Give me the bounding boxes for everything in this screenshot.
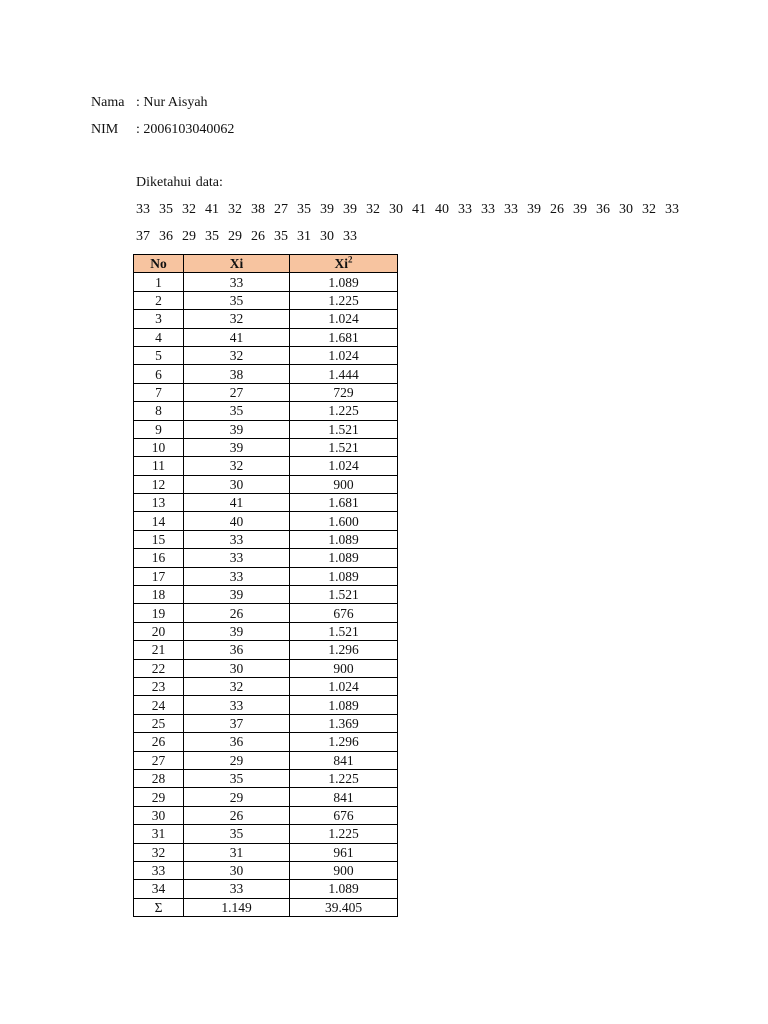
- cell-xi-squared: 1.024: [290, 346, 398, 364]
- cell-xi: 32: [184, 677, 290, 695]
- cell-xi-squared: 1.225: [290, 825, 398, 843]
- cell-xi-squared: 900: [290, 659, 398, 677]
- cell-no: 11: [134, 457, 184, 475]
- name-row: [91, 93, 234, 120]
- cell-no: 30: [134, 806, 184, 824]
- cell-xi-squared: 1.089: [290, 273, 398, 291]
- cell-xi: 35: [184, 291, 290, 309]
- cell-xi: 41: [184, 328, 290, 346]
- table-row: [134, 273, 398, 291]
- cell-no: 12: [134, 475, 184, 493]
- cell-xi: 29: [184, 751, 290, 769]
- data-line-2: 37 36 29 35 29 26 35 31 30 33: [136, 229, 357, 244]
- cell-xi-squared: 1.089: [290, 696, 398, 714]
- cell-xi: 27: [184, 383, 290, 401]
- data-line-1: 33 35 32 41 32 38 27 35 39 39 32 30 41 40 33 33 33 39 26 39 36 30 32 33: [136, 202, 679, 217]
- cell-no: 2: [134, 291, 184, 309]
- cell-xi-squared: 1.089: [290, 530, 398, 548]
- table-row: [134, 346, 398, 364]
- cell-xi: 29: [184, 788, 290, 806]
- cell-no: 25: [134, 714, 184, 732]
- table-row: [134, 310, 398, 328]
- cell-xi-squared: 1.521: [290, 420, 398, 438]
- table-row: [134, 861, 398, 879]
- cell-no: 27: [134, 751, 184, 769]
- header-no: No: [134, 255, 184, 273]
- table-row: [134, 383, 398, 401]
- table-row: [134, 622, 398, 640]
- cell-xi: 33: [184, 530, 290, 548]
- table-row: [134, 586, 398, 604]
- cell-xi: 37: [184, 714, 290, 732]
- nim-label: NIM: [91, 122, 119, 137]
- table-row: [134, 659, 398, 677]
- cell-no: 1: [134, 273, 184, 291]
- cell-xi: 35: [184, 402, 290, 420]
- cell-xi-squared: 900: [290, 475, 398, 493]
- data-intro: [136, 173, 696, 254]
- cell-xi-squared: 1.681: [290, 328, 398, 346]
- cell-xi-squared: 1.369: [290, 714, 398, 732]
- cell-xi-squared: 1.225: [290, 291, 398, 309]
- cell-no: 22: [134, 659, 184, 677]
- name-label: Nama: [91, 95, 125, 110]
- table-header-row: [134, 255, 398, 273]
- table-row: [134, 696, 398, 714]
- cell-xi: 41: [184, 494, 290, 512]
- cell-no: 5: [134, 346, 184, 364]
- cell-xi: 35: [184, 825, 290, 843]
- cell-xi-squared: 1.521: [290, 586, 398, 604]
- cell-no: 4: [134, 328, 184, 346]
- cell-no: 10: [134, 438, 184, 456]
- table-row: [134, 291, 398, 309]
- cell-no: 33: [134, 861, 184, 879]
- cell-xi: 31: [184, 843, 290, 861]
- cell-xi: 33: [184, 880, 290, 898]
- cell-xi: 39: [184, 622, 290, 640]
- header-xi-squared: [290, 255, 398, 273]
- cell-xi: 36: [184, 733, 290, 751]
- nim-row: [91, 120, 234, 147]
- table-row: [134, 457, 398, 475]
- total-xi: 1.149: [184, 898, 290, 916]
- cell-xi-squared: 1.444: [290, 365, 398, 383]
- table-row: [134, 714, 398, 732]
- table-row: [134, 475, 398, 493]
- cell-xi: 33: [184, 549, 290, 567]
- student-identity: [91, 93, 234, 147]
- cell-xi-squared: 1.681: [290, 494, 398, 512]
- cell-xi: 26: [184, 806, 290, 824]
- cell-no: 29: [134, 788, 184, 806]
- header-xi: Xi: [184, 255, 290, 273]
- table-row: [134, 677, 398, 695]
- cell-xi-squared: 676: [290, 806, 398, 824]
- cell-no: 8: [134, 402, 184, 420]
- cell-xi-squared: 1.296: [290, 733, 398, 751]
- cell-xi: 32: [184, 346, 290, 364]
- cell-xi-squared: 1.521: [290, 438, 398, 456]
- cell-xi-squared: 1.089: [290, 880, 398, 898]
- table-row: [134, 825, 398, 843]
- cell-xi-squared: 1.600: [290, 512, 398, 530]
- cell-xi: 30: [184, 659, 290, 677]
- cell-no: 3: [134, 310, 184, 328]
- cell-xi: 33: [184, 273, 290, 291]
- cell-xi: 36: [184, 641, 290, 659]
- cell-xi: 35: [184, 769, 290, 787]
- cell-xi-squared: 1.521: [290, 622, 398, 640]
- table-row: [134, 438, 398, 456]
- cell-xi-squared: 841: [290, 751, 398, 769]
- table-body: [134, 273, 398, 898]
- cell-xi: 32: [184, 457, 290, 475]
- cell-xi-squared: 1.024: [290, 677, 398, 695]
- table-row: [134, 328, 398, 346]
- table-row: [134, 567, 398, 585]
- cell-xi: 26: [184, 604, 290, 622]
- cell-no: 7: [134, 383, 184, 401]
- cell-xi-squared: 1.024: [290, 310, 398, 328]
- cell-no: 31: [134, 825, 184, 843]
- cell-xi-squared: 676: [290, 604, 398, 622]
- table-row: [134, 641, 398, 659]
- cell-no: 23: [134, 677, 184, 695]
- cell-no: 18: [134, 586, 184, 604]
- cell-no: 20: [134, 622, 184, 640]
- cell-no: 6: [134, 365, 184, 383]
- header-xi-squared-base: Xi: [334, 256, 348, 272]
- cell-no: 26: [134, 733, 184, 751]
- name-value: : Nur Aisyah: [136, 95, 208, 110]
- cell-xi: 30: [184, 475, 290, 493]
- table-row: [134, 365, 398, 383]
- cell-xi: 33: [184, 567, 290, 585]
- cell-xi-squared: 1.089: [290, 549, 398, 567]
- cell-no: 24: [134, 696, 184, 714]
- cell-xi-squared: 1.225: [290, 402, 398, 420]
- table-row: [134, 806, 398, 824]
- header-xi-squared-exponent: 2: [348, 254, 353, 265]
- cell-xi: 39: [184, 420, 290, 438]
- cell-no: 19: [134, 604, 184, 622]
- cell-xi: 40: [184, 512, 290, 530]
- table-row: [134, 769, 398, 787]
- cell-xi-squared: 961: [290, 843, 398, 861]
- cell-no: 34: [134, 880, 184, 898]
- cell-xi: 39: [184, 438, 290, 456]
- table-row: [134, 494, 398, 512]
- cell-xi-squared: 729: [290, 383, 398, 401]
- table-row: [134, 880, 398, 898]
- cell-xi-squared: 1.089: [290, 567, 398, 585]
- cell-xi: 38: [184, 365, 290, 383]
- data-table: [133, 254, 398, 917]
- cell-no: 14: [134, 512, 184, 530]
- cell-xi-squared: 1.296: [290, 641, 398, 659]
- cell-xi: 30: [184, 861, 290, 879]
- table-row: [134, 733, 398, 751]
- cell-xi: 32: [184, 310, 290, 328]
- table-row: [134, 420, 398, 438]
- table-row: [134, 843, 398, 861]
- cell-xi-squared: 841: [290, 788, 398, 806]
- table-row: [134, 751, 398, 769]
- cell-no: 21: [134, 641, 184, 659]
- table-row: [134, 530, 398, 548]
- cell-xi: 33: [184, 696, 290, 714]
- cell-xi-squared: 1.024: [290, 457, 398, 475]
- intro-heading: Diketahui data:: [136, 175, 223, 190]
- cell-no: 9: [134, 420, 184, 438]
- cell-xi: 39: [184, 586, 290, 604]
- table-row: [134, 402, 398, 420]
- cell-no: 15: [134, 530, 184, 548]
- table-row: [134, 512, 398, 530]
- cell-no: 13: [134, 494, 184, 512]
- cell-no: 16: [134, 549, 184, 567]
- total-xi-squared: 39.405: [290, 898, 398, 916]
- cell-xi-squared: 900: [290, 861, 398, 879]
- table-row: [134, 604, 398, 622]
- cell-no: 28: [134, 769, 184, 787]
- cell-no: 32: [134, 843, 184, 861]
- nim-value: : 2006103040062: [136, 122, 235, 137]
- table-row: [134, 549, 398, 567]
- cell-xi-squared: 1.225: [290, 769, 398, 787]
- total-symbol: Σ: [134, 898, 184, 916]
- table-total-row: [134, 898, 398, 916]
- table-row: [134, 788, 398, 806]
- cell-no: 17: [134, 567, 184, 585]
